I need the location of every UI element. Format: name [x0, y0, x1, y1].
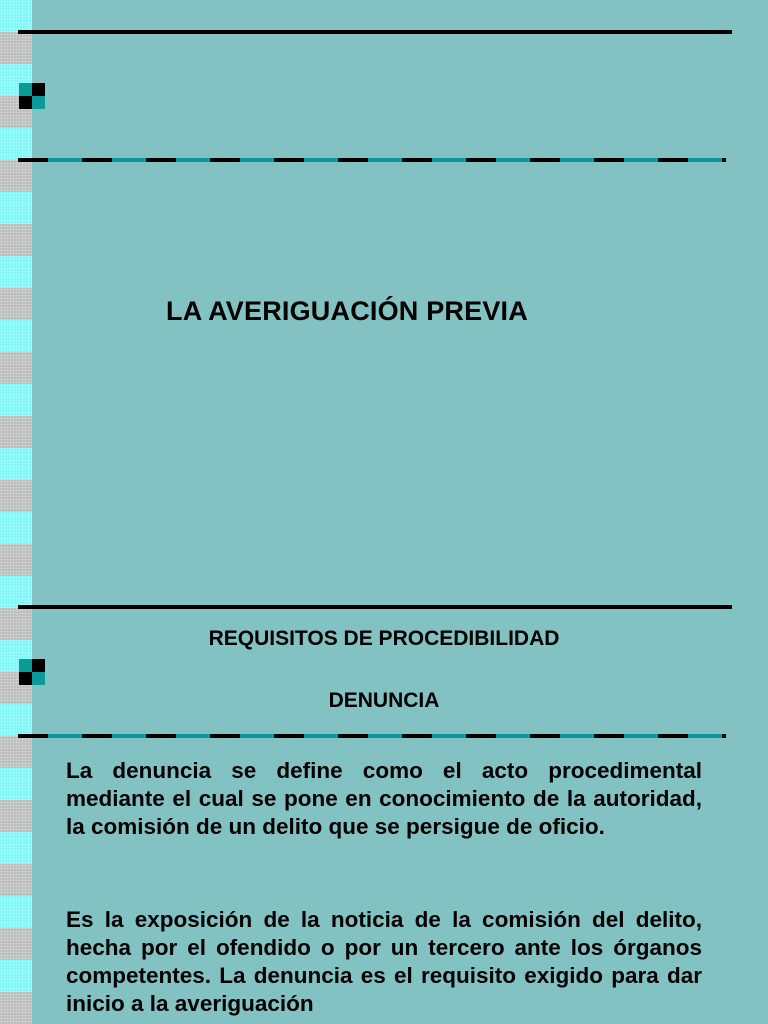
section-subheading: DENUNCIA: [328, 689, 440, 712]
top-rule: [18, 30, 732, 34]
paragraph-definition: La denuncia se define como el acto procedimental mediante el cual se pone en conocimiento de la autoridad, la comisión de un delito que se persigue de oficio.: [66, 758, 702, 839]
left-decorative-strip: [0, 0, 32, 1024]
dashed-rule: [18, 734, 726, 738]
dashed-rule: [18, 158, 726, 162]
section-rule: [18, 605, 732, 609]
checker-bullet-icon: [19, 659, 45, 685]
paragraph-exposition: Es la exposición de la noticia de la comisión del delito, hecha por el ofendido o por un tercero ante los órganos competentes. La denuncia es el requisito exigido para dar inicio a la averiguación: [66, 907, 702, 1016]
slide-title: LA AVERIGUACIÓN PREVIA: [166, 296, 528, 326]
section-heading: REQUISITOS DE PROCEDIBILIDAD: [208, 627, 560, 650]
checker-bullet-icon: [19, 83, 45, 109]
